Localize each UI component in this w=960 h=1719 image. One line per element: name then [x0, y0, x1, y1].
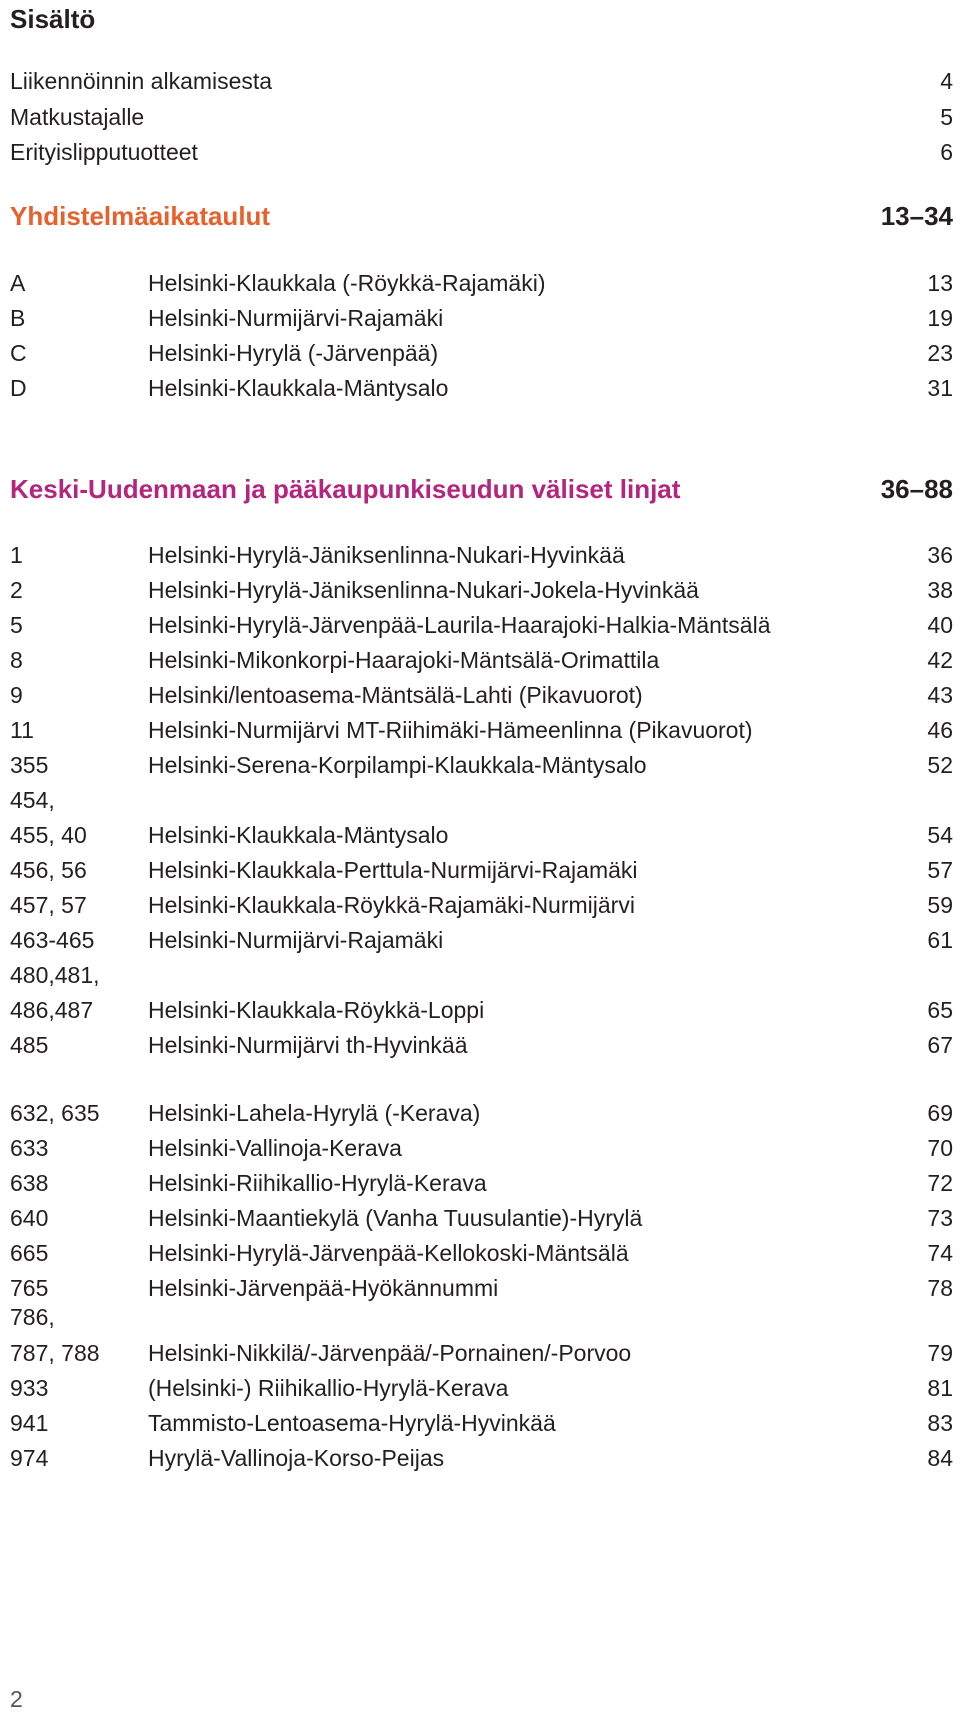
route-number: 787, 788 [10, 1340, 100, 1366]
route-number: B [10, 305, 26, 331]
route-number: 2 [10, 577, 23, 603]
page-ref: 83 [927, 1410, 953, 1436]
route-name: Helsinki-Klaukkala-Röykkä-Loppi [148, 997, 485, 1023]
route-name: Helsinki-Mikonkorpi-Haarajoki-Mäntsälä-Orimattila [148, 647, 660, 673]
route-number: 632, 635 [10, 1100, 100, 1126]
page-ref: 81 [927, 1375, 953, 1401]
toc-route-row [10, 538, 953, 572]
toc-route-row [10, 643, 953, 677]
route-name: Helsinki/lentoasema-Mäntsälä-Lahti (Pikavuorot) [148, 682, 643, 708]
page-ref: 23 [927, 340, 953, 366]
route-number: 456, 56 [10, 857, 87, 883]
route-number: 638 [10, 1170, 49, 1196]
route-number: 786, [10, 1304, 55, 1330]
toc-route-row [10, 853, 953, 887]
route-number: 8 [10, 647, 23, 673]
route-name: Helsinki-Hyrylä-Järvenpää-Kellokoski-Mäntsälä [148, 1240, 629, 1266]
toc-entry-label: Erityislipputuotteet [10, 139, 198, 165]
route-name: Helsinki-Nurmijärvi-Rajamäki [148, 305, 444, 331]
route-name: Helsinki-Serena-Korpilampi-Klaukkala-Mäntysalo [148, 752, 647, 778]
route-name: Helsinki-Klaukkala-Mäntysalo [148, 375, 449, 401]
route-name: Helsinki-Klaukkala-Mäntysalo [148, 822, 449, 848]
route-name: Helsinki-Nurmijärvi MT-Riihimäki-Hämeenlinna (Pikavuorot) [148, 717, 753, 743]
route-name: Helsinki-Klaukkala-Röykkä-Rajamäki-Nurmijärvi [148, 892, 635, 918]
route-number: 5 [10, 612, 23, 638]
toc-route-row [10, 1131, 953, 1165]
route-number: 457, 57 [10, 892, 87, 918]
toc-route-row [10, 608, 953, 642]
route-number: 974 [10, 1445, 49, 1471]
toc-route-row [10, 1236, 953, 1270]
route-name: Helsinki-Klaukkala-Perttula-Nurmijärvi-Rajamäki [148, 857, 638, 883]
toc-intro-row [10, 135, 953, 169]
toc-route-row [10, 1336, 953, 1370]
route-number: 480,481, [10, 962, 100, 988]
toc-route-row [10, 1300, 953, 1334]
toc-route-row [10, 1028, 953, 1062]
route-number: 941 [10, 1410, 49, 1436]
route-name: Helsinki-Klaukkala (-Röykkä-Rajamäki) [148, 270, 546, 296]
toc-route-row [10, 748, 953, 782]
route-number: 485 [10, 1032, 49, 1058]
page-ref: 65 [927, 997, 953, 1023]
toc-route-row [10, 371, 953, 405]
page-ref: 69 [927, 1100, 953, 1126]
page-ref: 59 [927, 892, 953, 918]
page-ref: 67 [927, 1032, 953, 1058]
page-ref: 19 [927, 305, 953, 331]
route-name: Tammisto-Lentoasema-Hyrylä-Hyvinkää [148, 1410, 556, 1436]
route-number: 665 [10, 1240, 49, 1266]
route-number: 463-465 [10, 927, 95, 953]
route-number: A [10, 270, 26, 296]
toc-route-row [10, 783, 953, 817]
toc-route-row [10, 336, 953, 370]
toc-route-row [10, 818, 953, 852]
toc-route-row [10, 1096, 953, 1130]
route-name: Helsinki-Lahela-Hyrylä (-Kerava) [148, 1100, 481, 1126]
page-ref: 46 [927, 717, 953, 743]
page-ref: 40 [927, 612, 953, 638]
page-ref: 42 [927, 647, 953, 673]
toc-intro-row [10, 64, 953, 98]
toc-route-row [10, 713, 953, 747]
toc-route-row [10, 923, 953, 957]
route-name: Helsinki-Hyrylä (-Järvenpää) [148, 340, 439, 366]
toc-route-row [10, 888, 953, 922]
page-ref: 4 [940, 68, 953, 94]
route-number: 9 [10, 682, 23, 708]
page-ref: 61 [927, 927, 953, 953]
page-title: Sisältö [10, 4, 96, 34]
route-name: Helsinki-Nurmijärvi-Rajamäki [148, 927, 444, 953]
route-number: 765 [10, 1275, 49, 1301]
route-number: 355 [10, 752, 49, 778]
section-heading [10, 471, 953, 507]
toc-route-row [10, 1441, 953, 1475]
page-ref: 79 [927, 1340, 953, 1366]
toc-route-row [10, 993, 953, 1027]
route-number: 933 [10, 1375, 49, 1401]
toc-route-row [10, 1406, 953, 1440]
route-number: 640 [10, 1205, 49, 1231]
route-number: 455, 40 [10, 822, 87, 848]
page-ref: 52 [927, 752, 953, 778]
page-ref: 13 [927, 270, 953, 296]
page-ref: 31 [927, 375, 953, 401]
page-ref: 43 [927, 682, 953, 708]
page-ref: 5 [940, 104, 953, 130]
page-ref: 6 [940, 139, 953, 165]
toc-route-row [10, 573, 953, 607]
route-number: 11 [10, 717, 34, 743]
toc-intro-row [10, 100, 953, 134]
section-page-range: 13–34 [880, 201, 953, 231]
page-ref: 36 [927, 542, 953, 568]
route-name: Helsinki-Hyrylä-Jäniksenlinna-Nukari-Jokela-Hyvinkää [148, 577, 699, 603]
toc-route-row [10, 1201, 953, 1235]
route-name: (Helsinki-) Riihikallio-Hyrylä-Kerava [148, 1375, 509, 1401]
page-ref: 57 [927, 857, 953, 883]
toc-entry-label: Matkustajalle [10, 104, 145, 130]
route-name: Helsinki-Hyrylä-Jäniksenlinna-Nukari-Hyvinkää [148, 542, 625, 568]
route-name: Helsinki-Järvenpää-Hyökännummi [148, 1275, 499, 1301]
section-title: Keski-Uudenmaan ja pääkaupunkiseudun väliset linjat [10, 474, 681, 504]
section-title: Yhdistelmäaikataulut [10, 201, 271, 231]
route-number: C [10, 340, 27, 366]
toc-route-row [10, 266, 953, 300]
section-heading [10, 198, 953, 234]
route-number: 486,487 [10, 997, 94, 1023]
toc-entry-label: Liikennöinnin alkamisesta [10, 68, 273, 94]
toc-route-row [10, 958, 953, 992]
route-number: 454, [10, 787, 55, 813]
route-name: Helsinki-Vallinoja-Kerava [148, 1135, 402, 1161]
page-ref: 78 [927, 1275, 953, 1301]
route-name: Helsinki-Riihikallio-Hyrylä-Kerava [148, 1170, 487, 1196]
route-number: 1 [10, 542, 23, 568]
page-ref: 72 [927, 1170, 953, 1196]
toc-route-row [10, 1371, 953, 1405]
page-number: 2 [10, 1686, 23, 1712]
toc-route-row [10, 678, 953, 712]
toc-route-row [10, 1166, 953, 1200]
page-ref: 74 [927, 1240, 953, 1266]
page-ref: 73 [927, 1205, 953, 1231]
route-number: 633 [10, 1135, 49, 1161]
route-name: Helsinki-Nikkilä/-Järvenpää/-Pornainen/-Porvoo [148, 1340, 632, 1366]
route-name: Helsinki-Nurmijärvi th-Hyvinkää [148, 1032, 468, 1058]
route-name: Helsinki-Hyrylä-Järvenpää-Laurila-Haarajoki-Halkia-Mäntsälä [148, 612, 771, 638]
page-ref: 70 [927, 1135, 953, 1161]
route-name: Helsinki-Maantiekylä (Vanha Tuusulantie)-Hyrylä [148, 1205, 643, 1231]
page-ref: 54 [927, 822, 953, 848]
route-name: Hyrylä-Vallinoja-Korso-Peijas [148, 1445, 445, 1471]
page-ref: 38 [927, 577, 953, 603]
page-ref: 84 [927, 1445, 953, 1471]
toc-route-row [10, 301, 953, 335]
route-number: D [10, 375, 27, 401]
section-page-range: 36–88 [880, 474, 953, 504]
